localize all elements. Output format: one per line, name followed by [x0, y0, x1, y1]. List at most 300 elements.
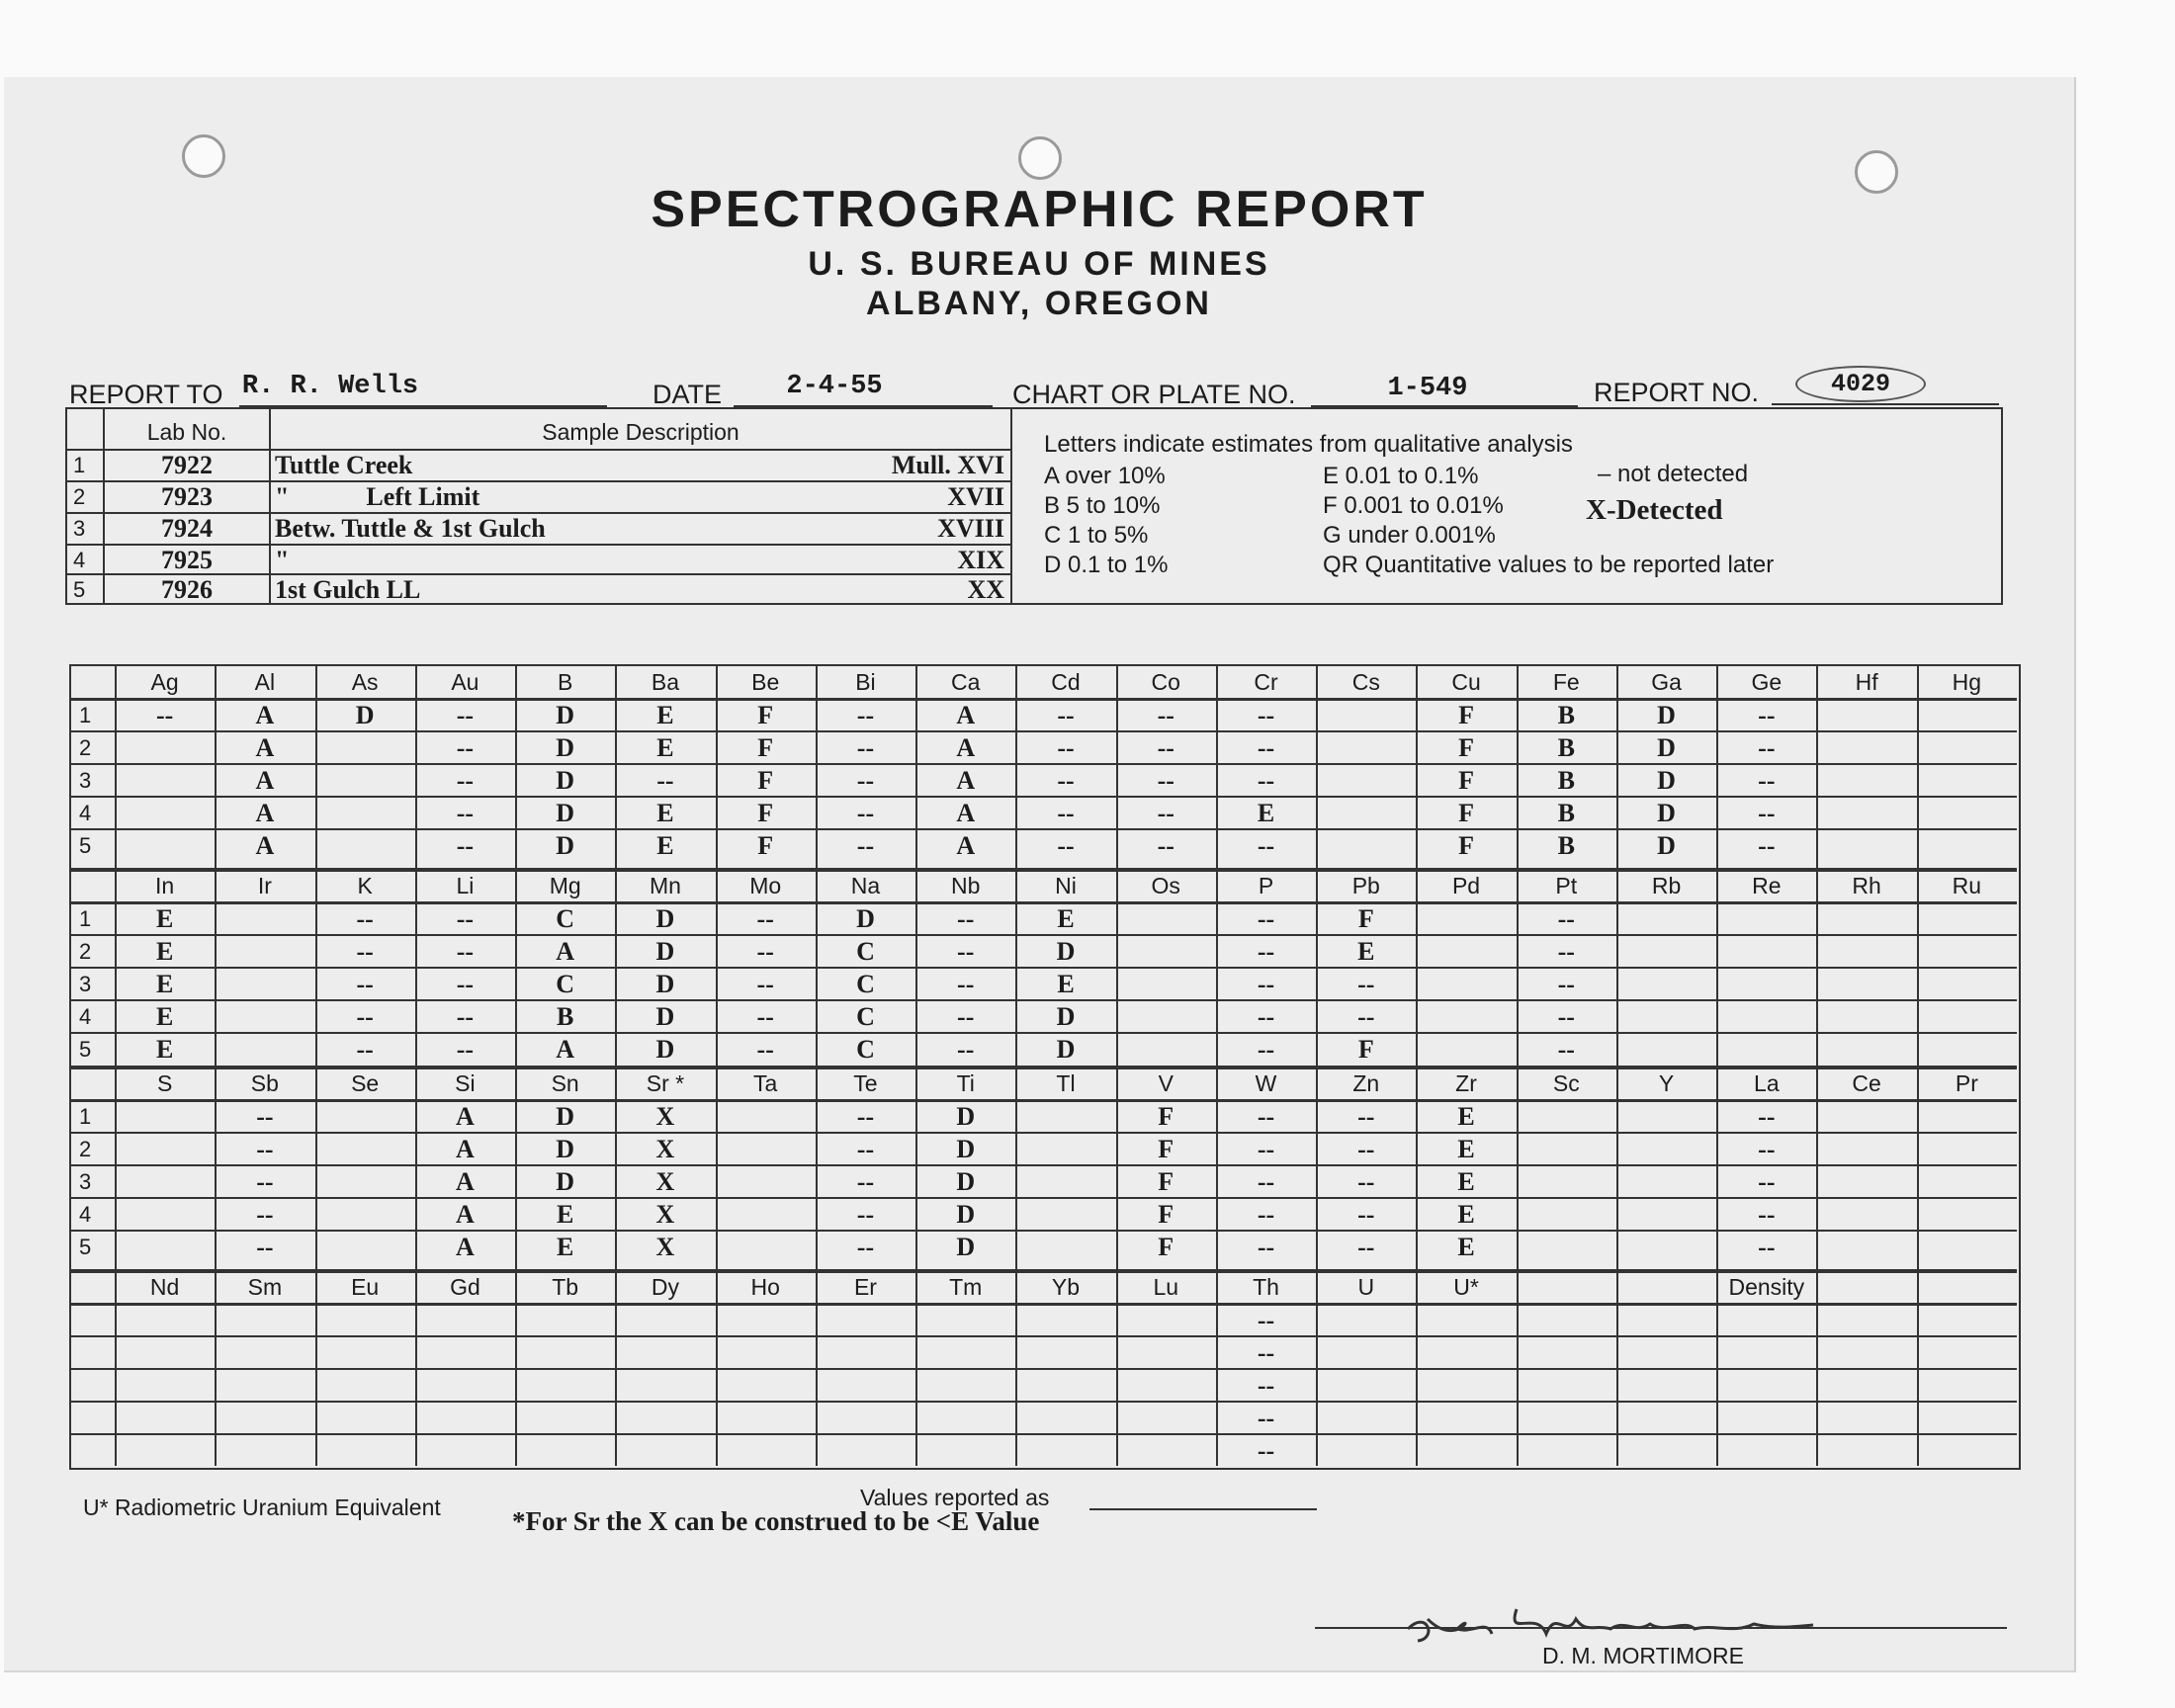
- grid-row-number: 5: [79, 1235, 92, 1259]
- element-header: Bi: [855, 669, 876, 695]
- element-value: F: [1158, 1167, 1174, 1196]
- element-value: D: [556, 701, 575, 729]
- element-header: Pr: [1955, 1070, 1978, 1096]
- element-value: X: [655, 1167, 675, 1196]
- element-value: D: [1056, 937, 1076, 966]
- element-value: --: [356, 937, 374, 966]
- element-value: --: [1758, 831, 1776, 860]
- element-value: B: [1557, 701, 1575, 729]
- element-value: --: [456, 1035, 475, 1064]
- legend-d: D 0.1 to 1%: [1044, 552, 1169, 578]
- sample-lab-no: 7925: [161, 546, 213, 574]
- element-header: Be: [751, 669, 780, 695]
- report-to-value: R. R. Wells: [241, 372, 419, 401]
- element-value: F: [757, 701, 774, 729]
- grid-row-number: 3: [79, 972, 92, 996]
- element-header: Rh: [1852, 873, 1881, 898]
- element-value: --: [1257, 1002, 1275, 1031]
- element-header: K: [357, 873, 373, 898]
- element-value: C: [856, 1002, 875, 1031]
- element-header: Rb: [1651, 873, 1682, 898]
- element-value: --: [1257, 937, 1275, 966]
- element-value: --: [1057, 733, 1075, 762]
- header-rule: [69, 1303, 2017, 1306]
- element-value: F: [1458, 701, 1474, 729]
- sample-legend-divider: [1010, 407, 1012, 603]
- punch-hole-center: [1018, 136, 1062, 180]
- element-value: --: [1758, 1102, 1776, 1131]
- element-value: C: [856, 1035, 875, 1064]
- grid-row-number: 4: [79, 1004, 92, 1029]
- element-value: --: [256, 1102, 274, 1131]
- grid-row-number: 3: [79, 768, 92, 793]
- signer-name: D. M. MORTIMORE: [1542, 1643, 1745, 1668]
- legend-e: E 0.01 to 0.1%: [1323, 463, 1479, 489]
- element-value: --: [1057, 701, 1075, 729]
- lab-no-header: Lab No.: [146, 419, 227, 445]
- element-value: E: [155, 904, 174, 933]
- element-value: --: [1157, 799, 1174, 827]
- element-header: Density: [1728, 1274, 1805, 1300]
- element-value: F: [1458, 831, 1474, 860]
- element-value: F: [1158, 1200, 1174, 1229]
- element-header: Gd: [450, 1274, 480, 1300]
- report-to-label: REPORT TO: [69, 380, 223, 409]
- element-value: E: [1457, 1167, 1475, 1196]
- element-value: --: [1257, 1404, 1275, 1432]
- element-value: --: [957, 1002, 975, 1031]
- element-header: Zn: [1352, 1070, 1380, 1096]
- grid-row-rule: [69, 999, 2017, 1001]
- element-value: D: [655, 1002, 675, 1031]
- element-value: --: [456, 766, 475, 795]
- element-value: D: [956, 1135, 976, 1163]
- sample-row-number: 1: [73, 453, 86, 477]
- element-value: --: [856, 1102, 875, 1131]
- element-value: D: [556, 733, 575, 762]
- element-header: Ir: [257, 873, 272, 898]
- block-rule: [69, 1269, 2017, 1273]
- grid-row-rule: [69, 1032, 2017, 1034]
- element-header: Cu: [1451, 669, 1481, 695]
- element-value: E: [656, 831, 674, 860]
- element-value: D: [956, 1167, 976, 1196]
- element-value: --: [1257, 904, 1275, 933]
- element-value: --: [1257, 970, 1275, 998]
- sample-mull: XIX: [957, 546, 1004, 574]
- element-value: --: [356, 904, 374, 933]
- element-value: D: [556, 1135, 575, 1163]
- element-value: --: [1157, 831, 1174, 860]
- element-value: D: [856, 904, 875, 933]
- grid-row-number: 2: [79, 939, 92, 964]
- date-label: DATE: [652, 380, 723, 409]
- element-header: Ge: [1751, 669, 1783, 695]
- element-value: --: [1758, 1233, 1776, 1261]
- element-header: S: [156, 1070, 173, 1096]
- grid-row-rule: [69, 1197, 2017, 1199]
- element-value: --: [1057, 766, 1075, 795]
- element-value: E: [155, 1002, 174, 1031]
- element-value: --: [856, 1167, 875, 1196]
- grid-row-rule: [69, 1230, 2017, 1232]
- element-value: E: [1457, 1102, 1475, 1131]
- element-value: F: [757, 831, 774, 860]
- element-value: A: [255, 733, 275, 762]
- element-value: --: [856, 831, 875, 860]
- element-header: Se: [351, 1070, 380, 1096]
- element-value: --: [1257, 1200, 1275, 1229]
- u-star-note: U* Radiometric Uranium Equivalent: [83, 1494, 441, 1520]
- element-value: --: [856, 766, 875, 795]
- element-header: Ni: [1055, 873, 1077, 898]
- element-header: W: [1255, 1070, 1277, 1096]
- element-value: --: [356, 970, 374, 998]
- report-no-value: 4029: [1795, 366, 1926, 402]
- element-value: A: [556, 1035, 575, 1064]
- element-value: D: [655, 1035, 675, 1064]
- element-value: --: [1758, 1167, 1776, 1196]
- element-header: Tm: [949, 1274, 983, 1300]
- element-value: F: [1158, 1102, 1174, 1131]
- element-header: Ho: [750, 1274, 780, 1300]
- element-value: --: [1257, 766, 1275, 795]
- element-value: A: [456, 1200, 475, 1229]
- element-header: Pt: [1555, 873, 1578, 898]
- element-header: Ta: [753, 1070, 778, 1096]
- sample-row-number: 4: [73, 548, 86, 572]
- element-value: E: [1257, 799, 1275, 827]
- element-value: --: [756, 1035, 774, 1064]
- sample-description: ": [275, 546, 290, 574]
- element-header: Re: [1752, 873, 1782, 898]
- element-value: --: [957, 904, 975, 933]
- element-value: E: [155, 937, 174, 966]
- element-value: A: [956, 766, 976, 795]
- element-header: Pb: [1351, 873, 1380, 898]
- element-header: Th: [1253, 1274, 1279, 1300]
- element-value: D: [956, 1200, 976, 1229]
- element-header: Si: [455, 1070, 476, 1096]
- element-value: --: [1257, 1233, 1275, 1261]
- element-value: D: [556, 766, 575, 795]
- element-value: F: [757, 799, 774, 827]
- grid-row-rule: [69, 934, 2017, 936]
- element-header: Au: [451, 669, 479, 695]
- sample-lab-no: 7926: [161, 575, 213, 604]
- element-value: --: [1157, 766, 1174, 795]
- element-value: --: [1257, 1338, 1275, 1367]
- element-header: Eu: [351, 1274, 380, 1300]
- element-value: --: [1357, 1102, 1375, 1131]
- element-value: --: [155, 701, 174, 729]
- element-value: --: [1357, 1135, 1375, 1163]
- element-header: Hg: [1952, 669, 1982, 695]
- signature-line: [1315, 1627, 2007, 1629]
- sample-description: Betw. Tuttle & 1st Gulch: [275, 514, 546, 543]
- element-value: D: [655, 904, 675, 933]
- element-header: U: [1357, 1274, 1375, 1300]
- element-header: Mg: [549, 873, 581, 898]
- grid-row-number: 1: [79, 906, 92, 931]
- legend-g: G under 0.001%: [1323, 522, 1496, 549]
- element-value: C: [556, 904, 575, 933]
- legend-a: A over 10%: [1044, 463, 1166, 489]
- grid-row-rule: [69, 730, 2017, 732]
- element-value: B: [1557, 799, 1575, 827]
- element-value: E: [155, 970, 174, 998]
- element-header: La: [1754, 1070, 1780, 1096]
- block-rule: [69, 868, 2017, 872]
- element-value: A: [255, 831, 275, 860]
- element-value: A: [456, 1233, 475, 1261]
- element-value: --: [1758, 1200, 1776, 1229]
- element-value: A: [255, 701, 275, 729]
- sample-row-number: 5: [73, 577, 86, 602]
- element-value: --: [1257, 733, 1275, 762]
- values-reported-label: Values reported as: [860, 1485, 1050, 1510]
- element-value: --: [756, 904, 774, 933]
- grid-row-rule: [69, 1401, 2017, 1403]
- element-header: Ti: [956, 1070, 975, 1096]
- grid-row-number: 4: [79, 801, 92, 825]
- element-header: In: [155, 873, 175, 898]
- element-value: A: [956, 701, 976, 729]
- element-value: --: [957, 970, 975, 998]
- element-value: D: [1657, 799, 1676, 827]
- element-value: A: [456, 1135, 475, 1163]
- grid-row-rule: [69, 796, 2017, 798]
- values-reported-underline: [1089, 1508, 1317, 1510]
- element-value: --: [756, 970, 774, 998]
- element-value: --: [856, 1135, 875, 1163]
- element-header: Ag: [150, 669, 179, 695]
- element-value: --: [1057, 799, 1075, 827]
- element-value: --: [957, 1035, 975, 1064]
- element-value: B: [1557, 831, 1575, 860]
- element-value: --: [1758, 766, 1776, 795]
- element-header: P: [1258, 873, 1274, 898]
- report-sheet: [4, 77, 2076, 1672]
- element-header: Zr: [1455, 1070, 1477, 1096]
- element-header: Ga: [1651, 669, 1682, 695]
- element-value: F: [1357, 1035, 1374, 1064]
- element-header: Sn: [551, 1070, 579, 1096]
- element-value: --: [1357, 1002, 1375, 1031]
- element-header: Nb: [951, 873, 981, 898]
- element-header: Nd: [149, 1274, 180, 1300]
- element-header: V: [1158, 1070, 1174, 1096]
- element-value: E: [557, 1200, 574, 1229]
- sample-description: 1st Gulch LL: [275, 575, 421, 604]
- element-header: Tl: [1056, 1070, 1076, 1096]
- element-value: D: [1056, 1002, 1076, 1031]
- element-value: E: [1457, 1233, 1475, 1261]
- element-value: F: [1357, 904, 1374, 933]
- element-value: --: [1758, 1135, 1776, 1163]
- element-header: U*: [1453, 1274, 1479, 1300]
- element-header: Li: [456, 873, 475, 898]
- element-value: F: [1458, 733, 1474, 762]
- element-value: E: [656, 799, 674, 827]
- grid-row-rule: [69, 1368, 2017, 1370]
- element-header: Sb: [250, 1070, 279, 1096]
- element-value: D: [1056, 1035, 1076, 1064]
- element-value: --: [1257, 1436, 1275, 1465]
- report-title: SPECTROGRAPHIC REPORT: [651, 181, 1428, 238]
- element-header: Te: [853, 1070, 878, 1096]
- sample-lab-no: 7923: [161, 482, 213, 511]
- element-header: Sr *: [646, 1070, 685, 1096]
- element-value: C: [856, 937, 875, 966]
- element-value: D: [956, 1233, 976, 1261]
- element-value: E: [656, 701, 674, 729]
- element-header: Hf: [1855, 669, 1878, 695]
- element-value: A: [255, 799, 275, 827]
- element-value: --: [1257, 701, 1275, 729]
- element-value: E: [656, 733, 674, 762]
- chart-plate-value: 1-549: [1387, 374, 1468, 403]
- element-value: D: [556, 1167, 575, 1196]
- legend-qr: QR Quantitative values to be reported later: [1323, 552, 1775, 578]
- element-value: --: [1758, 701, 1776, 729]
- element-header: Co: [1151, 669, 1180, 695]
- sample-mull: XX: [967, 575, 1004, 604]
- grid-row-rule: [69, 763, 2017, 765]
- element-value: D: [355, 701, 375, 729]
- element-value: E: [155, 1035, 174, 1064]
- grid-row-number: 5: [79, 1037, 92, 1062]
- element-value: --: [856, 1233, 875, 1261]
- element-value: E: [1357, 937, 1375, 966]
- element-value: --: [1357, 1200, 1375, 1229]
- sample-description-header: Sample Description: [542, 419, 740, 445]
- element-value: D: [1657, 831, 1676, 860]
- element-value: --: [456, 1002, 475, 1031]
- sample-mull: XVIII: [937, 514, 1004, 543]
- element-header: Y: [1658, 1070, 1675, 1096]
- element-value: --: [256, 1200, 274, 1229]
- element-value: B: [557, 1002, 574, 1031]
- element-value: --: [456, 904, 475, 933]
- element-value: E: [557, 1233, 574, 1261]
- element-value: F: [757, 733, 774, 762]
- element-value: --: [356, 1002, 374, 1031]
- element-value: --: [1557, 970, 1575, 998]
- element-header: Al: [254, 669, 276, 695]
- element-value: --: [456, 701, 475, 729]
- element-value: F: [1458, 766, 1474, 795]
- element-header: Mo: [749, 873, 782, 898]
- element-header: Tb: [552, 1274, 579, 1300]
- element-value: A: [556, 937, 575, 966]
- element-header: Fe: [1552, 669, 1580, 695]
- element-header: Dy: [651, 1274, 679, 1300]
- element-value: D: [1657, 766, 1676, 795]
- element-value: D: [655, 970, 675, 998]
- element-header: Mn: [649, 873, 681, 898]
- element-value: A: [255, 766, 275, 795]
- element-value: C: [856, 970, 875, 998]
- grid-row-number: 5: [79, 833, 92, 858]
- element-value: --: [756, 937, 774, 966]
- element-header: Ce: [1852, 1070, 1881, 1096]
- element-header: Er: [853, 1274, 877, 1300]
- element-value: --: [856, 1200, 875, 1229]
- element-value: --: [1257, 1371, 1275, 1400]
- element-value: E: [1057, 970, 1075, 998]
- element-value: B: [1557, 766, 1575, 795]
- element-value: --: [456, 831, 475, 860]
- element-value: D: [1657, 733, 1676, 762]
- element-value: --: [1257, 1135, 1275, 1163]
- sample-description: Tuttle Creek: [275, 451, 413, 479]
- grid-row-rule: [69, 1433, 2017, 1435]
- element-value: F: [757, 766, 774, 795]
- element-value: A: [956, 799, 976, 827]
- element-value: --: [756, 1002, 774, 1031]
- element-value: D: [556, 831, 575, 860]
- element-value: C: [556, 970, 575, 998]
- element-value: E: [1057, 904, 1075, 933]
- element-value: D: [655, 937, 675, 966]
- legend-not-detected: – not detected: [1598, 461, 1749, 487]
- sample-mull: XVII: [947, 482, 1004, 511]
- report-no-underline: [1772, 403, 1999, 405]
- element-value: --: [1357, 1233, 1375, 1261]
- element-value: --: [856, 799, 875, 827]
- element-header: Lu: [1153, 1274, 1179, 1300]
- element-value: B: [1557, 733, 1575, 762]
- element-value: --: [356, 1035, 374, 1064]
- element-header: Ca: [951, 669, 981, 695]
- grid-row-rule: [69, 1132, 2017, 1134]
- legend-f: F 0.001 to 0.01%: [1323, 492, 1504, 519]
- element-value: --: [1157, 701, 1174, 729]
- sr-footnote: *For Sr the X can be construed to be <E Value: [512, 1506, 1040, 1536]
- organization-location: ALBANY, OREGON: [866, 285, 1212, 322]
- element-value: D: [556, 1102, 575, 1131]
- grid-row-number: 3: [79, 1169, 92, 1194]
- element-value: --: [256, 1135, 274, 1163]
- element-value: E: [1457, 1200, 1475, 1229]
- element-value: --: [856, 701, 875, 729]
- element-value: --: [1758, 733, 1776, 762]
- grid-row-rule: [69, 1164, 2017, 1166]
- element-header: Ru: [1952, 873, 1982, 898]
- element-value: --: [1357, 970, 1375, 998]
- grid-row-number: 1: [79, 1104, 92, 1129]
- element-header: Ba: [651, 669, 679, 695]
- punch-hole-left: [182, 134, 225, 178]
- grid-row-number: 4: [79, 1202, 92, 1227]
- element-value: --: [1257, 1035, 1275, 1064]
- grid-row-number: 1: [79, 703, 92, 727]
- grid-row-rule: [69, 1335, 2017, 1337]
- element-header: Pd: [1451, 873, 1481, 898]
- element-header: Cd: [1051, 669, 1081, 695]
- element-value: D: [1657, 701, 1676, 729]
- element-value: X: [655, 1102, 675, 1131]
- element-value: --: [1257, 831, 1275, 860]
- organization-name: U. S. BUREAU OF MINES: [808, 245, 1270, 283]
- legend-c: C 1 to 5%: [1044, 522, 1149, 549]
- element-value: D: [956, 1102, 976, 1131]
- element-value: --: [957, 937, 975, 966]
- element-header: Sc: [1552, 1070, 1580, 1096]
- element-header: Na: [850, 873, 881, 898]
- legend-intro: Letters indicate estimates from qualitative analysis: [1044, 431, 1573, 458]
